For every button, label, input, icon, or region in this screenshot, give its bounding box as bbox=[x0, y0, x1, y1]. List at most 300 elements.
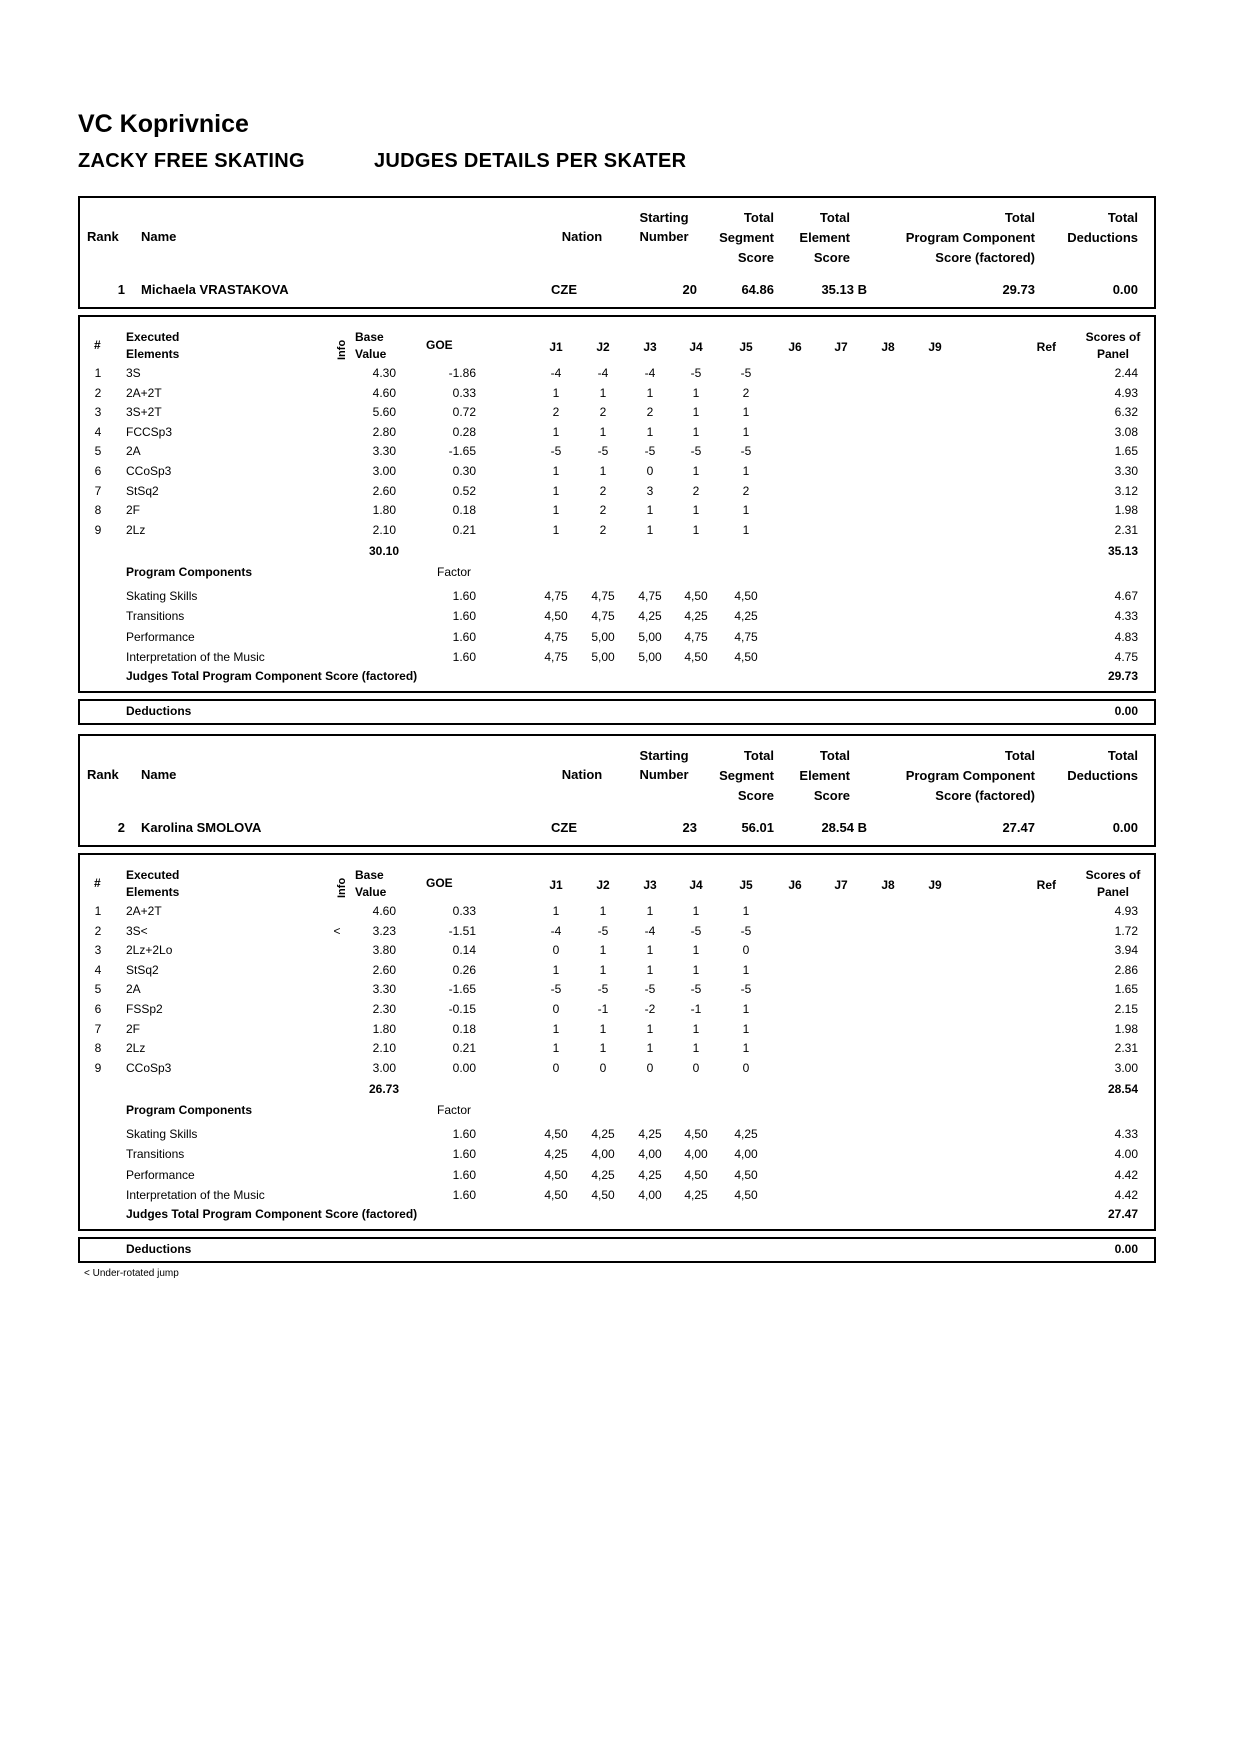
element-base-value: 2.80 bbox=[372, 425, 396, 439]
element-name: FSSp2 bbox=[126, 1002, 163, 1016]
element-judge-score: 1 bbox=[692, 523, 700, 537]
component-judge-score: 4,75 bbox=[544, 650, 568, 664]
element-base-value: 3.30 bbox=[372, 982, 396, 996]
element-judge-score: 0 bbox=[692, 1061, 700, 1075]
element-judge-score: -5 bbox=[690, 444, 702, 458]
element-judge-score: -5 bbox=[690, 366, 702, 380]
element-judge-score: 1 bbox=[599, 1022, 607, 1036]
segment-score-header: Segment bbox=[719, 230, 774, 245]
pcs-header: Total bbox=[1004, 748, 1035, 763]
skater-starting-number: 23 bbox=[682, 820, 697, 835]
element-judge-score: 1 bbox=[742, 503, 750, 517]
element-panel-score: 3.12 bbox=[1114, 484, 1138, 498]
component-factor: 1.60 bbox=[452, 1147, 476, 1161]
deductions-label: Deductions bbox=[126, 1242, 192, 1256]
skater-rank: 1 bbox=[117, 282, 125, 297]
starting-number-header: Number bbox=[639, 767, 689, 782]
element-base-value: 2.10 bbox=[372, 1041, 396, 1055]
element-judge-score: 1 bbox=[692, 904, 700, 918]
element-judge-score: 1 bbox=[646, 523, 654, 537]
component-judge-score: 4,50 bbox=[734, 1168, 758, 1182]
element-score-header: Total bbox=[819, 748, 850, 763]
judge-header-j3: J3 bbox=[643, 878, 657, 892]
element-num: 8 bbox=[94, 1041, 102, 1055]
judge-header-j8: J8 bbox=[881, 340, 895, 354]
element-judge-score: 1 bbox=[692, 425, 700, 439]
deductions-value: 0.00 bbox=[1114, 704, 1138, 718]
element-panel-score: 1.98 bbox=[1114, 1022, 1138, 1036]
judge-header-j5: J5 bbox=[739, 878, 753, 892]
element-judge-score: 1 bbox=[552, 1041, 560, 1055]
element-judge-score: 1 bbox=[646, 425, 654, 439]
element-goe: 0.52 bbox=[452, 484, 476, 498]
element-judge-score: -5 bbox=[740, 924, 752, 938]
element-goe: -1.65 bbox=[448, 982, 476, 996]
element-judge-score: 1 bbox=[692, 386, 700, 400]
element-judge-score: 0 bbox=[552, 1002, 560, 1016]
deductions-value: 0.00 bbox=[1114, 1242, 1138, 1256]
skater-segment-score: 56.01 bbox=[741, 820, 774, 835]
element-judge-score: 1 bbox=[552, 503, 560, 517]
element-score-header: Total bbox=[819, 210, 850, 225]
panel-header: Panel bbox=[1096, 885, 1129, 899]
element-judge-score: 1 bbox=[742, 464, 750, 478]
element-panel-score: 2.31 bbox=[1114, 1041, 1138, 1055]
element-judge-score: -4 bbox=[550, 924, 562, 938]
judge-header-j2: J2 bbox=[596, 340, 610, 354]
component-name: Interpretation of the Music bbox=[126, 1188, 265, 1202]
component-judge-score: 4,75 bbox=[591, 589, 615, 603]
element-num: 3 bbox=[94, 405, 102, 419]
component-judge-score: 4,75 bbox=[591, 609, 615, 623]
component-judge-score: 4,50 bbox=[734, 1188, 758, 1202]
component-judge-score: 4,50 bbox=[734, 589, 758, 603]
component-panel-score: 4.67 bbox=[1114, 589, 1138, 603]
element-num: 3 bbox=[94, 943, 102, 957]
element-base-value: 4.60 bbox=[372, 904, 396, 918]
goe-header: GOE bbox=[426, 338, 453, 352]
judge-header-j2: J2 bbox=[596, 878, 610, 892]
judge-header-j9: J9 bbox=[928, 340, 942, 354]
element-base-value: 4.30 bbox=[372, 366, 396, 380]
element-judge-score: 2 bbox=[742, 484, 750, 498]
starting-number-header: Starting bbox=[639, 748, 689, 763]
element-panel-score: 2.44 bbox=[1114, 366, 1138, 380]
component-name: Performance bbox=[126, 630, 195, 644]
component-name: Transitions bbox=[126, 609, 185, 623]
pcs-header: Total bbox=[1004, 210, 1035, 225]
element-num: 6 bbox=[94, 1002, 102, 1016]
component-factor: 1.60 bbox=[452, 630, 476, 644]
element-judge-score: 2 bbox=[552, 405, 560, 419]
goe-header: GOE bbox=[426, 876, 453, 890]
component-judge-score: 4,25 bbox=[638, 609, 662, 623]
element-num: 5 bbox=[94, 982, 102, 996]
element-judge-score: -5 bbox=[550, 444, 562, 458]
element-judge-score: 1 bbox=[742, 1022, 750, 1036]
rank-header: Rank bbox=[87, 229, 119, 244]
skater-name: Karolina SMOLOVA bbox=[141, 820, 262, 835]
skater-pcs-score: 27.47 bbox=[1002, 820, 1035, 835]
element-base-value: 3.23 bbox=[372, 924, 396, 938]
judge-header-j3: J3 bbox=[643, 340, 657, 354]
footnote: < Under-rotated jump bbox=[84, 1268, 179, 1279]
skater-nation: CZE bbox=[551, 282, 577, 297]
name-header: Name bbox=[141, 767, 177, 782]
judge-header-j5: J5 bbox=[739, 340, 753, 354]
element-judge-score: 0 bbox=[646, 464, 654, 478]
component-judge-score: 4,75 bbox=[544, 589, 568, 603]
component-judge-score: 5,00 bbox=[591, 630, 615, 644]
component-judge-score: 4,75 bbox=[734, 630, 758, 644]
element-goe: 0.26 bbox=[452, 963, 476, 977]
component-factor: 1.60 bbox=[452, 1168, 476, 1182]
element-judge-score: -5 bbox=[740, 444, 752, 458]
component-judge-score: 4,00 bbox=[638, 1188, 662, 1202]
element-goe: 0.30 bbox=[452, 464, 476, 478]
element-judge-score: 1 bbox=[552, 484, 560, 498]
segment-score-header: Score bbox=[737, 250, 774, 265]
element-name: 3S+2T bbox=[126, 405, 162, 419]
element-num: 5 bbox=[94, 444, 102, 458]
element-num: 7 bbox=[94, 484, 102, 498]
component-judge-score: 4,50 bbox=[544, 609, 568, 623]
component-factor: 1.60 bbox=[452, 609, 476, 623]
element-base-value: 5.60 bbox=[372, 405, 396, 419]
component-name: Skating Skills bbox=[126, 1127, 198, 1141]
element-judge-score: 1 bbox=[599, 386, 607, 400]
element-panel-score: 3.30 bbox=[1114, 464, 1138, 478]
element-goe: 0.33 bbox=[452, 386, 476, 400]
element-num: 9 bbox=[94, 1061, 102, 1075]
element-name: 2Lz bbox=[126, 523, 146, 537]
skater-element-score: 28.54 B bbox=[821, 820, 867, 835]
element-panel-score: 2.15 bbox=[1114, 1002, 1138, 1016]
element-judge-score: -5 bbox=[690, 982, 702, 996]
skater-nation: CZE bbox=[551, 820, 577, 835]
segment-score-header: Total bbox=[743, 210, 774, 225]
element-goe: 0.33 bbox=[452, 904, 476, 918]
element-goe: 0.18 bbox=[452, 1022, 476, 1036]
element-judge-score: 1 bbox=[646, 503, 654, 517]
element-judge-score: 1 bbox=[742, 904, 750, 918]
element-goe: 0.28 bbox=[452, 425, 476, 439]
skater-deductions: 0.00 bbox=[1112, 282, 1138, 297]
element-judge-score: -5 bbox=[740, 982, 752, 996]
element-judge-score: 1 bbox=[692, 943, 700, 957]
element-judge-score: 2 bbox=[692, 484, 700, 498]
num-header: # bbox=[94, 876, 101, 890]
element-judge-score: -5 bbox=[597, 444, 609, 458]
component-judge-score: 4,75 bbox=[544, 630, 568, 644]
element-num: 4 bbox=[94, 963, 102, 977]
element-judge-score: 1 bbox=[552, 963, 560, 977]
element-info: < bbox=[333, 924, 341, 938]
element-judge-score: 1 bbox=[646, 386, 654, 400]
deductions-label: Deductions bbox=[126, 704, 192, 718]
element-judge-score: 2 bbox=[599, 523, 607, 537]
element-name: 2A bbox=[126, 444, 141, 458]
component-name: Skating Skills bbox=[126, 589, 198, 603]
element-base-value: 2.10 bbox=[372, 523, 396, 537]
component-judge-score: 4,25 bbox=[684, 1188, 708, 1202]
base-value-header: Base bbox=[355, 868, 384, 882]
element-judge-score: 1 bbox=[599, 963, 607, 977]
element-judge-score: 2 bbox=[599, 405, 607, 419]
element-judge-score: 1 bbox=[692, 1041, 700, 1055]
deductions-header: Deductions bbox=[1067, 768, 1138, 783]
element-judge-score: 0 bbox=[742, 1061, 750, 1075]
component-judge-score: 4,25 bbox=[734, 1127, 758, 1141]
component-factor: 1.60 bbox=[452, 1188, 476, 1202]
element-name: 3S bbox=[126, 366, 141, 380]
element-judge-score: -5 bbox=[740, 366, 752, 380]
judges-total-pcs-value: 27.47 bbox=[1107, 1207, 1138, 1221]
component-judge-score: 4,00 bbox=[734, 1147, 758, 1161]
component-judge-score: 4,75 bbox=[638, 589, 662, 603]
element-base-value: 3.00 bbox=[372, 464, 396, 478]
skater-deductions: 0.00 bbox=[1112, 820, 1138, 835]
starting-number-header: Starting bbox=[639, 210, 689, 225]
program-components-header: Program Components bbox=[126, 1103, 253, 1117]
event-title: VC Koprivnice bbox=[78, 110, 249, 138]
component-panel-score: 4.75 bbox=[1114, 650, 1138, 664]
element-judge-score: -5 bbox=[597, 982, 609, 996]
segment-score-header: Score bbox=[737, 788, 774, 803]
base-value-total: 30.10 bbox=[368, 544, 399, 558]
elements-total: 35.13 bbox=[1107, 544, 1138, 558]
component-judge-score: 4,50 bbox=[544, 1168, 568, 1182]
skater-element-score: 35.13 B bbox=[821, 282, 867, 297]
element-goe: -1.65 bbox=[448, 444, 476, 458]
judge-header-j4: J4 bbox=[689, 878, 703, 892]
judge-header-j7: J7 bbox=[834, 340, 848, 354]
element-goe: 0.18 bbox=[452, 503, 476, 517]
element-goe: 0.21 bbox=[452, 1041, 476, 1055]
component-judge-score: 5,00 bbox=[638, 650, 662, 664]
component-factor: 1.60 bbox=[452, 589, 476, 603]
element-judge-score: 1 bbox=[742, 1002, 750, 1016]
element-judge-score: 0 bbox=[599, 1061, 607, 1075]
element-score-header: Element bbox=[799, 768, 850, 783]
element-name: StSq2 bbox=[126, 484, 159, 498]
component-panel-score: 4.42 bbox=[1114, 1168, 1138, 1182]
element-judge-score: -4 bbox=[550, 366, 562, 380]
judge-header-j6: J6 bbox=[788, 340, 802, 354]
element-name: 2F bbox=[126, 503, 141, 517]
element-judge-score: 1 bbox=[742, 425, 750, 439]
element-panel-score: 4.93 bbox=[1114, 904, 1138, 918]
deductions-header: Total bbox=[1107, 748, 1138, 763]
element-judge-score: -1 bbox=[597, 1002, 609, 1016]
factor-header: Factor bbox=[437, 565, 472, 579]
judge-header-j7: J7 bbox=[834, 878, 848, 892]
elements-total: 28.54 bbox=[1107, 1082, 1138, 1096]
factor-header: Factor bbox=[437, 1103, 472, 1117]
element-num: 1 bbox=[94, 904, 102, 918]
element-judge-score: 1 bbox=[692, 503, 700, 517]
element-judge-score: 2 bbox=[646, 405, 654, 419]
element-judge-score: 1 bbox=[599, 425, 607, 439]
element-judge-score: 1 bbox=[742, 405, 750, 419]
element-judge-score: -2 bbox=[644, 1002, 656, 1016]
component-name: Transitions bbox=[126, 1147, 185, 1161]
component-name: Performance bbox=[126, 1168, 195, 1182]
element-judge-score: -4 bbox=[644, 366, 656, 380]
element-panel-score: 3.00 bbox=[1114, 1061, 1138, 1075]
element-judge-score: 2 bbox=[599, 484, 607, 498]
element-judge-score: 1 bbox=[552, 904, 560, 918]
element-name: CCoSp3 bbox=[126, 1061, 172, 1075]
skater-rank: 2 bbox=[117, 820, 125, 835]
element-score-header: Element bbox=[799, 230, 850, 245]
element-name: 2Lz bbox=[126, 1041, 146, 1055]
name-header: Name bbox=[141, 229, 177, 244]
nation-header: Nation bbox=[561, 229, 603, 244]
skater-segment-score: 64.86 bbox=[741, 282, 774, 297]
category-title: ZACKY FREE SKATING bbox=[78, 150, 305, 172]
pcs-header: Score (factored) bbox=[935, 250, 1035, 265]
element-name: StSq2 bbox=[126, 963, 159, 977]
num-header: # bbox=[94, 338, 101, 352]
segment-score-header: Total bbox=[743, 748, 774, 763]
component-judge-score: 4,50 bbox=[684, 1127, 708, 1141]
judges-total-pcs-value: 29.73 bbox=[1107, 669, 1138, 683]
element-judge-score: -4 bbox=[644, 924, 656, 938]
element-judge-score: 1 bbox=[552, 386, 560, 400]
judge-header-j8: J8 bbox=[881, 878, 895, 892]
element-judge-score: -5 bbox=[597, 924, 609, 938]
element-goe: -0.15 bbox=[448, 1002, 476, 1016]
element-judge-score: 1 bbox=[599, 464, 607, 478]
element-judge-score: 0 bbox=[552, 1061, 560, 1075]
element-judge-score: 1 bbox=[646, 904, 654, 918]
element-judge-score: 0 bbox=[742, 943, 750, 957]
element-judge-score: 1 bbox=[742, 523, 750, 537]
component-judge-score: 4,25 bbox=[734, 609, 758, 623]
element-panel-score: 2.31 bbox=[1114, 523, 1138, 537]
element-judge-score: -5 bbox=[644, 444, 656, 458]
element-judge-score: 1 bbox=[599, 1041, 607, 1055]
judge-header-j9: J9 bbox=[928, 878, 942, 892]
element-judge-score: -5 bbox=[550, 982, 562, 996]
deductions-header: Deductions bbox=[1067, 230, 1138, 245]
element-goe: 0.21 bbox=[452, 523, 476, 537]
element-score-header: Score bbox=[813, 788, 850, 803]
element-panel-score: 3.08 bbox=[1114, 425, 1138, 439]
component-judge-score: 4,75 bbox=[684, 630, 708, 644]
base-value-header: Value bbox=[355, 347, 387, 361]
panel-header: Scores of bbox=[1085, 330, 1141, 344]
element-judge-score: 1 bbox=[692, 464, 700, 478]
element-judge-score: 1 bbox=[646, 1041, 654, 1055]
segment-score-header: Segment bbox=[719, 768, 774, 783]
element-panel-score: 1.72 bbox=[1114, 924, 1138, 938]
element-name: 2A+2T bbox=[126, 386, 162, 400]
element-base-value: 1.80 bbox=[372, 503, 396, 517]
component-judge-score: 4,00 bbox=[684, 1147, 708, 1161]
element-judge-score: 1 bbox=[552, 1022, 560, 1036]
element-base-value: 4.60 bbox=[372, 386, 396, 400]
element-num: 7 bbox=[94, 1022, 102, 1036]
info-header: Info bbox=[336, 339, 348, 360]
component-judge-score: 4,25 bbox=[591, 1168, 615, 1182]
skater-starting-number: 20 bbox=[682, 282, 697, 297]
element-judge-score: -4 bbox=[597, 366, 609, 380]
element-base-value: 2.60 bbox=[372, 484, 396, 498]
ref-header: Ref bbox=[1036, 340, 1056, 354]
element-goe: -1.86 bbox=[448, 366, 476, 380]
element-judge-score: 1 bbox=[692, 963, 700, 977]
starting-number-header: Number bbox=[639, 229, 689, 244]
element-name: 2A+2T bbox=[126, 904, 162, 918]
element-panel-score: 1.65 bbox=[1114, 982, 1138, 996]
base-value-header: Value bbox=[355, 885, 387, 899]
element-score-header: Score bbox=[813, 250, 850, 265]
element-judge-score: 3 bbox=[646, 484, 654, 498]
element-base-value: 3.00 bbox=[372, 1061, 396, 1075]
component-judge-score: 4,50 bbox=[734, 650, 758, 664]
element-judge-score: 1 bbox=[552, 425, 560, 439]
component-panel-score: 4.00 bbox=[1114, 1147, 1138, 1161]
component-judge-score: 4,25 bbox=[544, 1147, 568, 1161]
element-judge-score: 0 bbox=[552, 943, 560, 957]
program-components-header: Program Components bbox=[126, 565, 253, 579]
element-judge-score: -1 bbox=[690, 1002, 702, 1016]
component-panel-score: 4.42 bbox=[1114, 1188, 1138, 1202]
panel-header: Panel bbox=[1096, 347, 1129, 361]
element-judge-score: 1 bbox=[552, 464, 560, 478]
base-value-total: 26.73 bbox=[368, 1082, 399, 1096]
element-num: 1 bbox=[94, 366, 102, 380]
component-judge-score: 4,00 bbox=[591, 1147, 615, 1161]
element-name: 3S< bbox=[126, 924, 148, 938]
element-goe: 0.00 bbox=[452, 1061, 476, 1075]
element-num: 4 bbox=[94, 425, 102, 439]
element-judge-score: 1 bbox=[646, 943, 654, 957]
component-judge-score: 4,50 bbox=[684, 650, 708, 664]
component-judge-score: 4,50 bbox=[684, 1168, 708, 1182]
element-judge-score: 1 bbox=[742, 1041, 750, 1055]
element-judge-score: 2 bbox=[742, 386, 750, 400]
component-judge-score: 4,25 bbox=[638, 1127, 662, 1141]
element-name: 2A bbox=[126, 982, 141, 996]
element-judge-score: 1 bbox=[742, 963, 750, 977]
element-judge-score: 1 bbox=[692, 1022, 700, 1036]
element-judge-score: 1 bbox=[599, 943, 607, 957]
element-panel-score: 2.86 bbox=[1114, 963, 1138, 977]
elements-header: Executed bbox=[126, 868, 180, 882]
judge-header-j4: J4 bbox=[689, 340, 703, 354]
element-panel-score: 3.94 bbox=[1114, 943, 1138, 957]
judge-header-j1: J1 bbox=[549, 340, 563, 354]
report-title: JUDGES DETAILS PER SKATER bbox=[374, 150, 687, 172]
judges-total-pcs-label: Judges Total Program Component Score (factored) bbox=[126, 1207, 418, 1221]
element-base-value: 2.30 bbox=[372, 1002, 396, 1016]
pcs-header: Program Component bbox=[905, 768, 1035, 783]
element-num: 8 bbox=[94, 503, 102, 517]
element-panel-score: 1.98 bbox=[1114, 503, 1138, 517]
pcs-header: Score (factored) bbox=[935, 788, 1035, 803]
component-judge-score: 4,25 bbox=[684, 609, 708, 623]
component-name: Interpretation of the Music bbox=[126, 650, 265, 664]
panel-header: Scores of bbox=[1085, 868, 1141, 882]
element-judge-score: 1 bbox=[692, 405, 700, 419]
skater-name: Michaela VRASTAKOVA bbox=[141, 282, 289, 297]
element-name: CCoSp3 bbox=[126, 464, 172, 478]
element-num: 2 bbox=[94, 386, 102, 400]
element-base-value: 1.80 bbox=[372, 1022, 396, 1036]
